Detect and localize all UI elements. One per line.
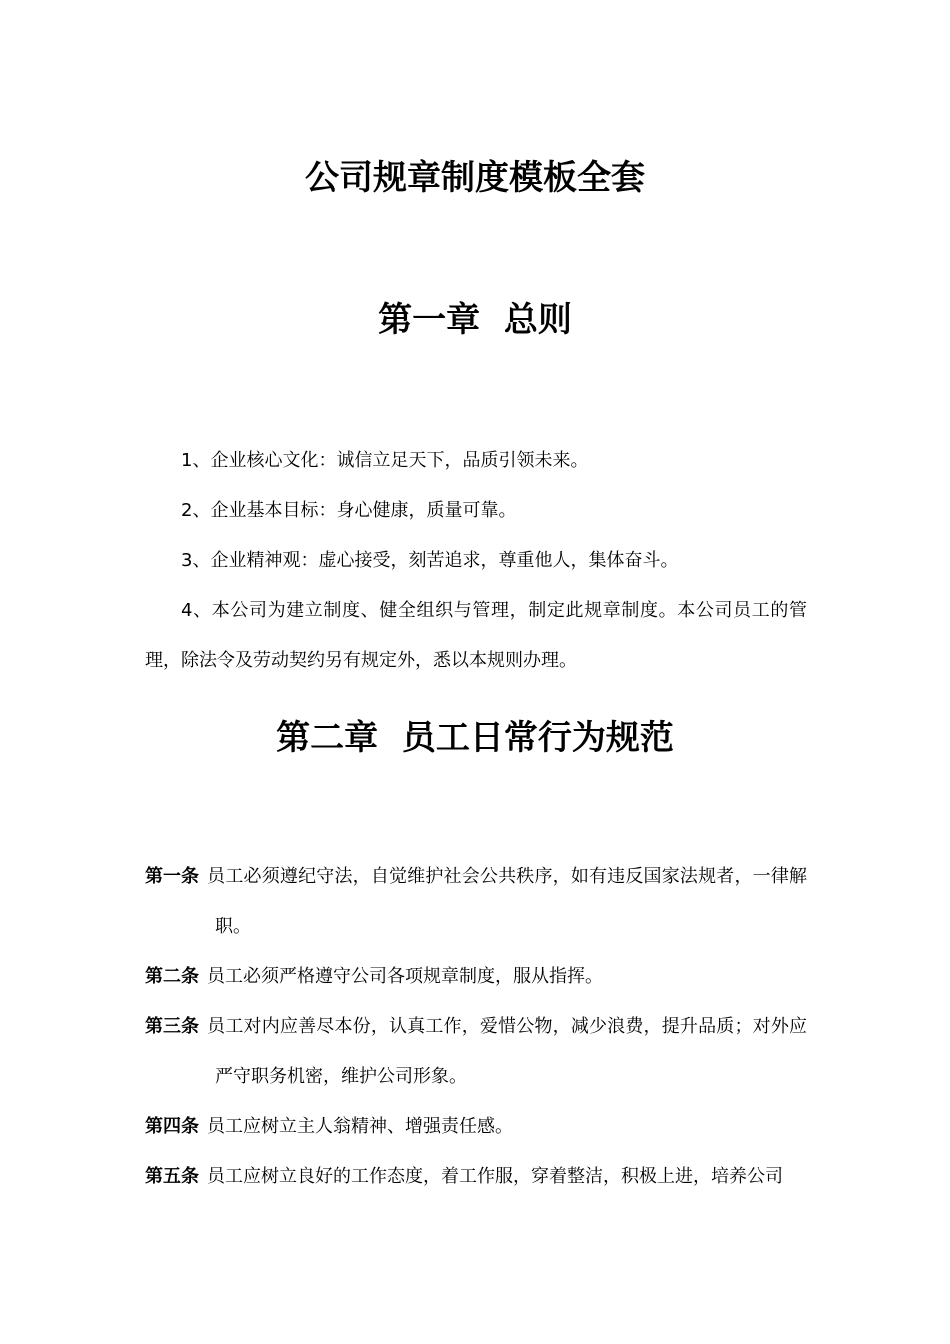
chapter-2-heading: 第二章 员工日常行为规范 — [276, 718, 674, 758]
chapter-1-paragraph: 2、企业基本目标：身心健康，质量可靠。 — [181, 500, 517, 521]
article-label: 第五条 — [145, 1166, 199, 1187]
document-title: 公司规章制度模板全套 — [305, 158, 645, 198]
chapter-1-paragraph: 3、企业精神观：虚心接受，刻苦追求，尊重他人，集体奋斗。 — [181, 550, 679, 571]
article-text: 员工应树立主人翁精神、增强责任感。 — [207, 1116, 513, 1137]
article-label: 第二条 — [145, 966, 199, 987]
article-label: 第三条 — [145, 1016, 199, 1037]
chapter-1-heading: 第一章 总则 — [378, 300, 572, 340]
article-1 — [145, 852, 807, 952]
article-text: 员工对内应善尽本份，认真工作，爱惜公物，减少浪费，提升品质；对外应严守职务机密，维护公司形象。 — [207, 1016, 807, 1087]
chapter-1-paragraph: 4、本公司为建立制度、健全组织与管理，制定此规章制度。本公司员工的管理，除法令及劳动契约另有规定外，悉以本规则办理。 — [145, 600, 807, 671]
article-text: 员工必须遵纪守法，自觉维护社会公共秩序，如有违反国家法规者，一律解职。 — [207, 866, 807, 937]
article-5 — [145, 1152, 807, 1202]
chapter-1-paragraph: 1、企业核心文化：诚信立足天下，品质引领未来。 — [181, 450, 589, 471]
article-label: 第四条 — [145, 1116, 199, 1137]
article-text: 员工应树立良好的工作态度，着工作服，穿着整洁，积极上进，培养公司 — [207, 1166, 783, 1187]
article-4 — [145, 1102, 807, 1152]
article-2 — [145, 952, 807, 1002]
article-3 — [145, 1002, 807, 1102]
article-label: 第一条 — [145, 866, 199, 887]
article-text: 员工必须严格遵守公司各项规章制度，服从指挥。 — [207, 966, 603, 987]
